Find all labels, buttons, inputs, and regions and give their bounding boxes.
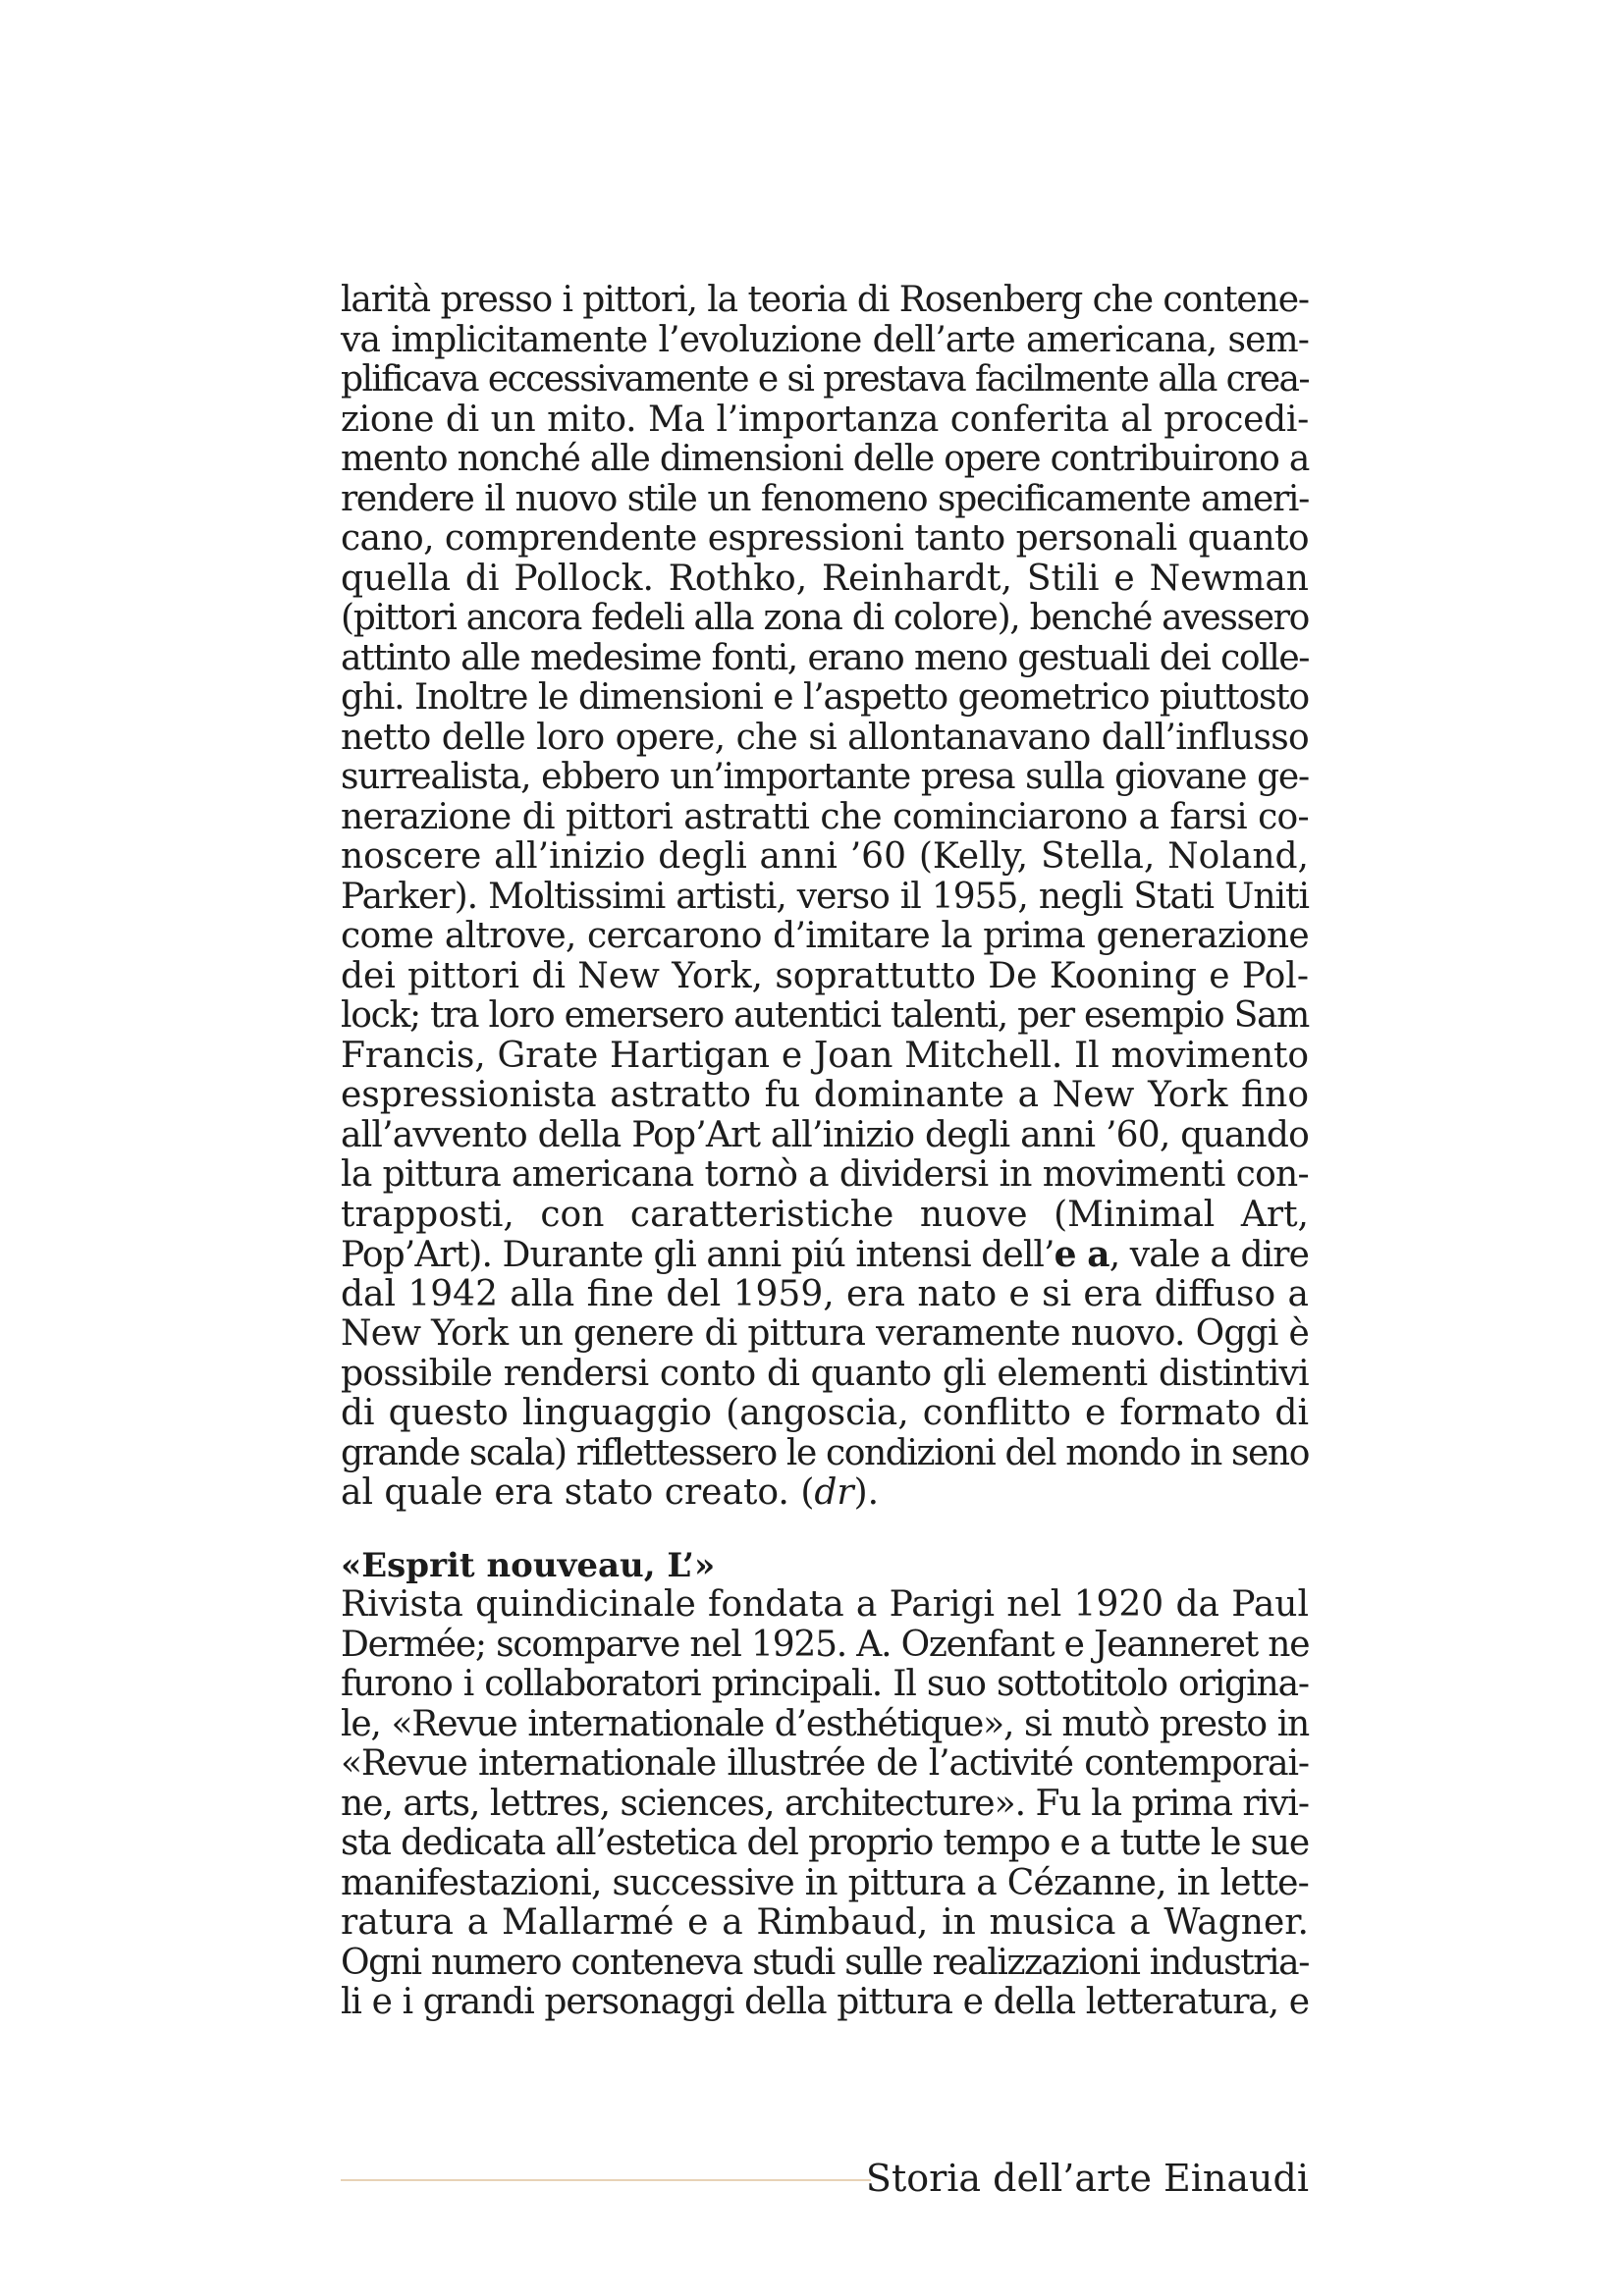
text-line: la pittura americana tornò a dividersi in movimenti con-	[341, 1154, 1309, 1195]
text-line: larità presso i pittori, la teoria di Rosenberg che contene-	[341, 280, 1309, 320]
text-line: Parker). Moltissimi artisti, verso il 1955, negli Stati Uniti	[341, 876, 1309, 917]
bold-abbreviation: e a	[1054, 1234, 1109, 1275]
text-line: grande scala) riflettessero le condizioni del mondo in seno	[341, 1432, 1309, 1473]
text-line: ratura a Mallarmé e a Rimbaud, in musica a Wagner.	[341, 1902, 1309, 1943]
text-line: netto delle loro opere, che si allontanavano dall’influsso	[341, 717, 1309, 758]
text-line: quella di Pollock. Rothko, Reinhardt, Stili e Newman	[341, 558, 1309, 599]
text-line: lock; tra loro emersero autentici talenti, per esempio Sam	[341, 995, 1309, 1036]
text-line: di questo linguaggio (angoscia, conflitto e formato di	[341, 1393, 1309, 1433]
body-text	[341, 281, 1309, 2023]
text-line: Francis, Grate Hartigan e Joan Mitchell. Il movimento	[341, 1035, 1309, 1076]
text-line: all’avvento della Pop’Art all’inizio degli anni ’60, quando	[341, 1114, 1309, 1155]
text-line: dal 1942 alla fine del 1959, era nato e si era diffuso a	[341, 1273, 1309, 1314]
text-line: dei pittori di New York, soprattutto De Kooning e Pol-	[341, 955, 1309, 996]
text-line: trapposti, con caratteristiche nuove (Minimal Art,	[341, 1194, 1309, 1235]
text-fragment: al quale era stato creato. (	[341, 1472, 815, 1513]
text-fragment: , vale a dire	[1109, 1235, 1309, 1275]
text-line: li e i grandi personaggi della pittura e della letteratura, e	[341, 1982, 1309, 2022]
text-line: le, «Revue internationale d’esthétique», si mutò presto in	[341, 1703, 1309, 1744]
text-line: ghi. Inoltre le dimensioni e l’aspetto geometrico piuttosto	[341, 677, 1309, 718]
text-line: mento nonché alle dimensioni delle opere contribuirono a	[341, 439, 1309, 479]
entry-title: «Esprit nouveau, L’»	[341, 1545, 716, 1585]
text-line: (pittori ancora fedeli alla zona di colore), benché avessero	[341, 598, 1309, 638]
text-line: ne, arts, lettres, sciences, architecture». Fu la prima rivi-	[341, 1783, 1310, 1824]
page-footer	[341, 2155, 1309, 2204]
text-line: zione di un mito. Ma l’importanza conferita al procedi-	[341, 399, 1309, 440]
text-line: come altrove, cercarono d’imitare la prima generazione	[341, 916, 1309, 956]
text-line: manifestazioni, successive in pittura a Cézanne, in lette-	[341, 1862, 1309, 1903]
text-line: noscere all’inizio degli anni ’60 (Kelly, Stella, Noland,	[341, 836, 1309, 877]
footer-rule	[341, 2179, 871, 2181]
text-line: attinto alle medesime fonti, erano meno gestuali dei colle-	[341, 637, 1309, 678]
footer-label: Storia dell’arte Einaudi	[865, 2157, 1309, 2200]
text-line: plificava eccessivamente e si prestava facilmente alla crea-	[341, 359, 1309, 400]
text-line: Dermée; scomparve nel 1925. A. Ozenfant e Jeanneret ne	[341, 1624, 1310, 1665]
text-line: rendere il nuovo stile un fenomeno specificamente ameri-	[341, 478, 1309, 519]
paragraph-pittura-americana	[341, 281, 1309, 1514]
text-line: Ogni numero conteneva studi sulle realizzazioni industria-	[341, 1942, 1309, 1983]
text-line-author	[341, 1473, 1309, 1514]
text-line: espressionista astratto fu dominante a New York fino	[341, 1075, 1309, 1115]
text-fragment: Pop’Art). Durante gli anni piú intensi dell’	[341, 1235, 1055, 1275]
text-line: Rivista quindicinale fondata a Parigi nel 1920 da Paul	[341, 1584, 1309, 1625]
author-initials: dr	[814, 1472, 854, 1513]
text-line: surrealista, ebbero un’importante presa sulla giovane ge-	[341, 757, 1309, 797]
text-line: New York un genere di pittura veramente nuovo. Oggi è	[341, 1313, 1309, 1354]
text-line: «Revue internationale illustrée de l’activité contemporai-	[341, 1743, 1309, 1784]
text-line: furono i collaboratori principali. Il suo sottotitolo origina-	[341, 1664, 1309, 1704]
text-line: sta dedicata all’estetica del proprio tempo e a tutte le sue	[341, 1823, 1309, 1863]
text-line-with-bold	[341, 1235, 1309, 1275]
text-line: nerazione di pittori astratti che cominciarono a farsi co-	[341, 796, 1309, 837]
text-fragment: ).	[853, 1472, 880, 1513]
text-line: possibile rendersi conto di quanto gli elementi distintivi	[341, 1353, 1309, 1394]
text-line: cano, comprendente espressioni tanto personali quanto	[341, 518, 1309, 559]
paragraph-esprit-nouveau	[341, 1585, 1309, 2023]
text-line: va implicitamente l’evoluzione dell’arte americana, sem-	[341, 319, 1309, 360]
